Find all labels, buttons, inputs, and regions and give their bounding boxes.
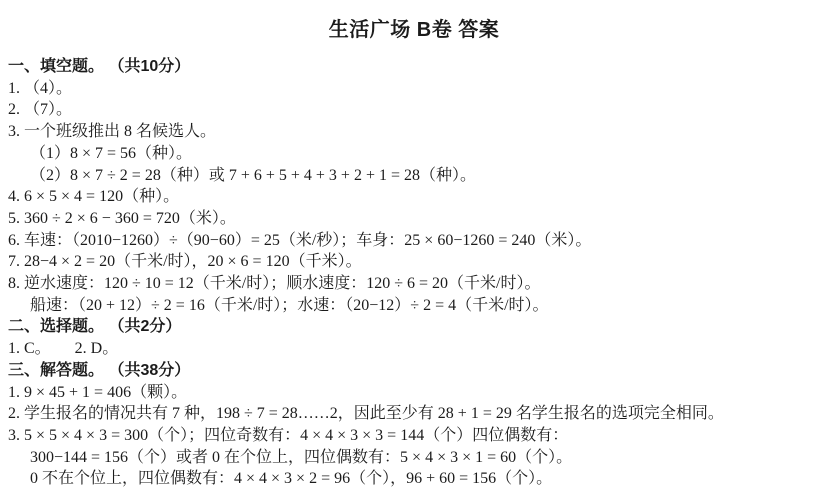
answer-line: 5. 360 ÷ 2 × 6 − 360 = 720（米）。 [8,209,236,227]
answer-body [8,56,820,490]
answer-line: 8. 逆水速度：120 ÷ 10 = 12（千米/时）；顺水速度：120 ÷ 6 = 20（千米/时）。 [8,275,541,293]
answer-subline: 0 不在个位上，四位偶数有：4 × 4 × 3 × 2 = 96（个），96 + 60 = 156（个）。 [30,470,553,488]
answer-line: 1. C。 2. D。 [8,340,119,358]
page-title: 生活广场 B卷 答案 [328,19,500,41]
answer-subline: 船速：（20 + 12）÷ 2 = 16（千米/时）；水速：（20−12）÷ 2 = 4（千米/时）。 [30,296,549,314]
answer-subline: （1）8 × 7 = 56（种）。 [30,144,193,162]
answer-line: 2. 学生报名的情况共有 7 种，198 ÷ 7 = 28……2，因此至少有 28 + 1 = 29 名学生报名的选项完全相同。 [8,405,724,423]
answer-subline: （2）8 × 7 ÷ 2 = 28（种）或 7 + 6 + 5 + 4 + 3 + 2 + 1 = 28（种）。 [30,166,476,184]
answer-line: 2. （7）。 [8,101,73,119]
section-heading-solutions: 三、解答题。 （共38分） [8,361,191,379]
answer-line: 3. 一个班级推出 8 名候选人。 [8,123,217,141]
answer-line: 1. （4）。 [8,79,73,97]
answer-line: 6. 车速：（2010−1260）÷（90−60）= 25（米/秒）；车身：25 × 60−1260 = 240（米）。 [8,231,592,249]
answer-subline: 300−144 = 156（个）或者 0 在个位上，四位偶数有：5 × 4 × 3 × 1 = 60（个）。 [30,448,573,466]
section-heading-multiple-choice: 二、选择题。 （共2分） [8,318,182,336]
answer-line: 1. 9 × 45 + 1 = 406（颗）。 [8,383,188,401]
answer-line: 3. 5 × 5 × 4 × 3 = 300（个）；四位奇数有：4 × 4 × 3 × 3 = 144（个）四位偶数有： [8,426,569,444]
section-heading-fill-in-blanks: 一、填空题。 （共10分） [8,58,191,75]
answer-line: 7. 28−4 × 2 = 20（千米/时），20 × 6 = 120（千米）。 [8,253,362,271]
answer-line: 4. 6 × 5 × 4 = 120（种）。 [8,188,180,206]
